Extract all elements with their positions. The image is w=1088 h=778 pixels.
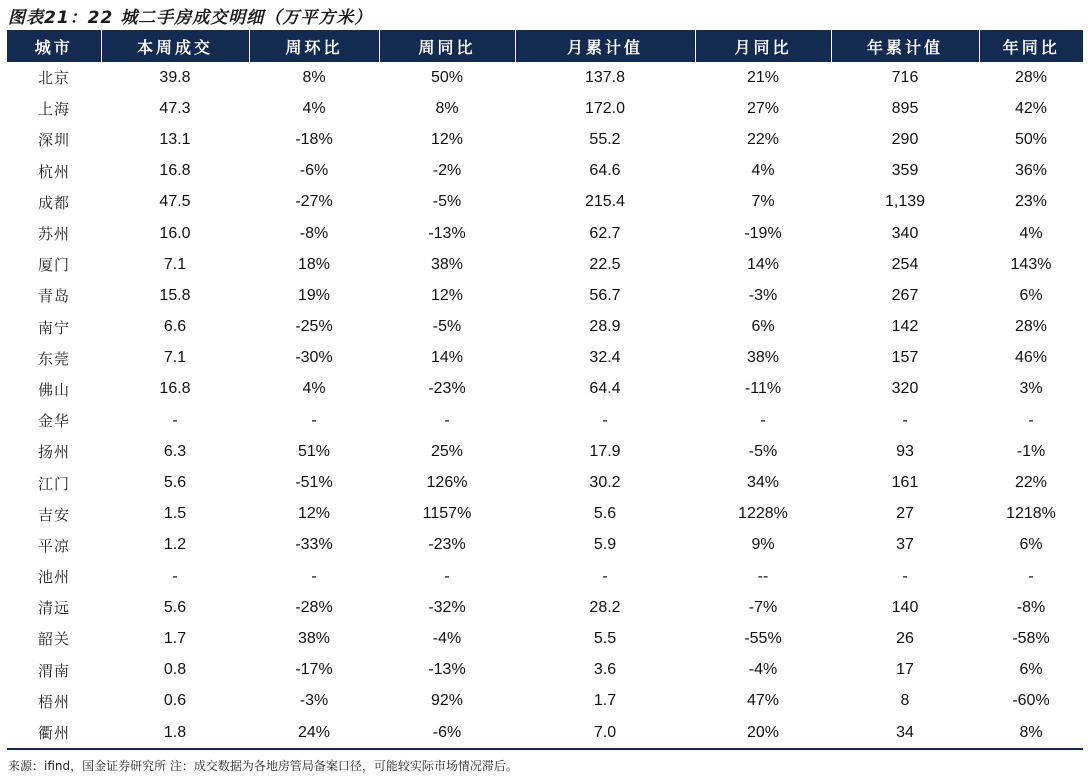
cell-weekly-volume: 1.2: [163, 536, 187, 554]
table-row: [7, 374, 1083, 405]
cell-weekly-volume: 0.8: [163, 661, 187, 679]
cell-month-yoy: 4%: [751, 162, 775, 180]
cell-wow: 18%: [297, 255, 331, 273]
cell-wow: 51%: [297, 442, 331, 460]
cell-yoy-week: 1157%: [422, 505, 472, 523]
cell-weekly-volume: 39.8: [159, 68, 191, 86]
cell-yoy-week: -13%: [428, 661, 466, 679]
cell-year-cumulative: -: [902, 567, 908, 585]
cell-month-cumulative: 7.0: [515, 717, 695, 749]
cell-weekly-volume: 1.8: [101, 717, 249, 749]
cell-year-yoy: 42%: [1014, 99, 1048, 117]
cell-yoy-week: -2%: [432, 162, 462, 180]
cell-yoy-week: 8%: [435, 99, 459, 117]
city-name-cell: 衢州: [7, 717, 101, 749]
cell-yoy-week: -: [444, 567, 450, 585]
city-name-cell: 平凉: [37, 536, 70, 555]
cell-year-cumulative: 142: [891, 318, 919, 336]
cell-month-cumulative: 30.2: [589, 474, 621, 492]
cell-yoy-week: -23%: [428, 380, 466, 398]
cell-yoy-week: -32%: [428, 598, 466, 616]
column-header-month-yoy: 月同比: [695, 30, 831, 62]
cell-year-cumulative: 140: [891, 598, 919, 616]
table-row: [7, 561, 1083, 592]
cell-yoy-week: -6%: [379, 717, 515, 749]
cell-weekly-volume: 13.1: [159, 130, 191, 148]
cell-month-cumulative: 215.4: [584, 193, 626, 211]
cell-year-cumulative: 267: [891, 286, 919, 304]
cell-wow: 8%: [302, 68, 326, 86]
column-header-yoy-week: 周同比: [379, 30, 515, 62]
cell-month-yoy: 7%: [751, 193, 775, 211]
cell-year-yoy: 1218%: [1006, 505, 1056, 523]
cell-wow: 4%: [302, 99, 326, 117]
cell-yoy-week: 25%: [430, 442, 464, 460]
city-name-cell: 梧州: [37, 692, 70, 711]
cell-year-cumulative: 8: [900, 692, 910, 710]
cell-year-cumulative: 34: [831, 717, 979, 749]
cell-year-yoy: 3%: [1019, 380, 1043, 398]
table-row: [7, 343, 1083, 374]
cell-weekly-volume: 16.8: [159, 380, 191, 398]
cell-year-yoy: 8%: [979, 717, 1083, 749]
cell-year-yoy: 28%: [1014, 318, 1048, 336]
cell-month-yoy: -19%: [744, 224, 782, 242]
cell-month-yoy: -7%: [748, 598, 778, 616]
cell-yoy-week: 50%: [430, 68, 464, 86]
cell-year-yoy: 6%: [1019, 536, 1043, 554]
cell-wow: -18%: [295, 130, 333, 148]
cell-year-yoy: 23%: [1014, 193, 1048, 211]
table-row: [7, 249, 1083, 280]
table-row: [7, 62, 1083, 93]
city-name-cell: 深圳: [37, 131, 70, 150]
city-name-cell: 苏州: [37, 225, 70, 244]
cell-wow: -27%: [295, 193, 333, 211]
cell-month-yoy: 47%: [746, 692, 780, 710]
cell-month-yoy: 27%: [746, 99, 780, 117]
source-note: 来源：ifind，国金证券研究所 注：成交数据为各地房管局备案口径，可能较实际市场情况滞后。: [8, 759, 518, 773]
cell-weekly-volume: 5.6: [163, 598, 187, 616]
cell-year-yoy: -60%: [1012, 692, 1050, 710]
cell-month-yoy: -4%: [748, 661, 778, 679]
cell-month-cumulative: 5.6: [593, 505, 617, 523]
column-header-wow: 周环比: [249, 30, 379, 62]
cell-weekly-volume: 5.6: [163, 474, 187, 492]
cell-year-yoy: -8%: [1016, 598, 1046, 616]
header-row: [7, 30, 1083, 62]
cell-month-cumulative: 28.9: [589, 318, 621, 336]
table-row: [7, 467, 1083, 498]
column-header-city: 城市: [7, 30, 101, 62]
cell-weekly-volume: 15.8: [159, 286, 191, 304]
table-row: [7, 156, 1083, 187]
cell-year-cumulative: 37: [896, 536, 914, 554]
cell-yoy-week: -13%: [428, 224, 466, 242]
cell-wow: -6%: [299, 162, 329, 180]
cell-month-yoy: -5%: [748, 442, 778, 460]
city-name-cell: 金华: [37, 412, 70, 431]
city-name-cell: 北京: [37, 69, 70, 88]
table-row: [7, 124, 1083, 155]
cell-month-cumulative: -: [602, 567, 608, 585]
cell-month-cumulative: 5.9: [593, 536, 617, 554]
cell-wow: 19%: [297, 286, 331, 304]
table-row: [7, 187, 1083, 218]
cell-year-cumulative: 320: [891, 380, 919, 398]
cell-year-cumulative: -: [902, 411, 908, 429]
cell-month-yoy: -: [760, 411, 766, 429]
cell-year-yoy: 46%: [1014, 349, 1048, 367]
column-header-month-cumulative: 月累计值: [515, 30, 695, 62]
cell-month-yoy: 1228%: [738, 505, 788, 523]
cell-weekly-volume: 1.7: [163, 629, 187, 647]
cell-year-yoy: 22%: [1014, 474, 1048, 492]
cell-month-cumulative: 56.7: [589, 286, 621, 304]
cell-year-yoy: -: [1028, 567, 1034, 585]
cell-month-yoy: 9%: [751, 536, 775, 554]
cell-year-yoy: 6%: [1019, 286, 1043, 304]
cell-month-cumulative: 137.8: [584, 68, 626, 86]
cell-month-yoy: 38%: [746, 349, 780, 367]
cell-wow: -: [311, 567, 317, 585]
table-row: [7, 530, 1083, 561]
cell-month-yoy: 34%: [746, 474, 780, 492]
cell-year-yoy: 28%: [1014, 68, 1048, 86]
cell-month-yoy: 21%: [746, 68, 780, 86]
cell-wow: -25%: [295, 318, 333, 336]
cell-year-yoy: 36%: [1014, 162, 1048, 180]
city-name-cell: 青岛: [37, 287, 70, 306]
city-name-cell: 清远: [37, 599, 70, 618]
cell-year-yoy: 50%: [1014, 130, 1048, 148]
cell-month-cumulative: 32.4: [589, 349, 621, 367]
cell-year-yoy: 4%: [1019, 224, 1043, 242]
cell-month-cumulative: 22.5: [589, 255, 621, 273]
table-row: [7, 623, 1083, 654]
cell-month-yoy: 6%: [751, 318, 775, 336]
cell-year-yoy: 143%: [1010, 255, 1052, 273]
cell-weekly-volume: 1.5: [163, 505, 187, 523]
column-header-year-cumulative: 年累计值: [831, 30, 979, 62]
cell-month-cumulative: 17.9: [589, 442, 621, 460]
cell-year-cumulative: 161: [891, 474, 919, 492]
table-row: [7, 592, 1083, 623]
column-header-year-yoy: 年同比: [979, 30, 1083, 62]
cell-month-yoy: -11%: [744, 380, 782, 398]
city-name-cell: 南宁: [37, 318, 70, 337]
city-name-cell: 成都: [37, 193, 70, 212]
cell-yoy-week: -5%: [432, 193, 462, 211]
cell-year-yoy: -: [1028, 411, 1034, 429]
cell-year-cumulative: 716: [891, 68, 919, 86]
table-row: [7, 499, 1083, 530]
cell-wow: -28%: [295, 598, 333, 616]
cell-month-yoy: 14%: [746, 255, 780, 273]
cell-weekly-volume: 7.1: [163, 255, 187, 273]
cell-year-cumulative: 340: [891, 224, 919, 242]
table-row: [7, 655, 1083, 686]
cell-yoy-week: 12%: [430, 286, 464, 304]
cell-weekly-volume: 7.1: [163, 349, 187, 367]
cell-year-cumulative: 27: [896, 505, 914, 523]
cell-weekly-volume: 47.5: [159, 193, 191, 211]
cell-weekly-volume: 6.6: [163, 318, 187, 336]
cell-year-cumulative: 254: [891, 255, 919, 273]
cell-month-cumulative: 5.5: [593, 629, 617, 647]
cell-weekly-volume: 16.0: [159, 224, 191, 242]
cell-yoy-week: -: [444, 411, 450, 429]
cell-wow: -17%: [295, 661, 333, 679]
cell-year-cumulative: 290: [891, 130, 919, 148]
cell-month-cumulative: 3.6: [593, 661, 617, 679]
cell-weekly-volume: 16.8: [159, 162, 191, 180]
cell-yoy-week: 12%: [430, 130, 464, 148]
city-name-cell: 吉安: [37, 505, 70, 524]
cell-yoy-week: -4%: [432, 629, 462, 647]
cell-wow: 4%: [302, 380, 326, 398]
cell-month-cumulative: 172.0: [584, 99, 626, 117]
cell-month-yoy: -3%: [748, 286, 778, 304]
table-body: [7, 62, 1083, 749]
city-name-cell: 渭南: [37, 661, 70, 680]
cell-month-yoy: --: [757, 567, 769, 585]
cell-year-cumulative: 93: [896, 442, 914, 460]
table-row: [7, 280, 1083, 311]
table-row: [7, 686, 1083, 717]
cell-year-cumulative: 17: [896, 661, 914, 679]
city-name-cell: 韶关: [37, 630, 70, 649]
column-header-weekly-volume: 本周成交: [101, 30, 249, 62]
cell-weekly-volume: 47.3: [159, 99, 191, 117]
cell-month-yoy: -55%: [744, 629, 782, 647]
cell-year-yoy: -58%: [1012, 629, 1050, 647]
cell-year-cumulative: 895: [891, 99, 919, 117]
cell-yoy-week: 14%: [430, 349, 464, 367]
cell-yoy-week: -23%: [428, 536, 466, 554]
table-row: [7, 93, 1083, 124]
cell-wow: -30%: [295, 349, 333, 367]
cell-weekly-volume: -: [172, 411, 178, 429]
cell-month-cumulative: 64.4: [589, 380, 621, 398]
table-row: [7, 312, 1083, 343]
cell-month-cumulative: 1.7: [593, 692, 617, 710]
city-name-cell: 厦门: [37, 256, 70, 275]
cell-yoy-week: 92%: [430, 692, 464, 710]
cell-year-yoy: 6%: [1019, 661, 1043, 679]
table-row: [7, 436, 1083, 467]
cell-month-yoy: 22%: [746, 130, 780, 148]
cell-year-cumulative: 359: [891, 162, 919, 180]
city-name-cell: 东莞: [37, 349, 70, 368]
cell-weekly-volume: -: [172, 567, 178, 585]
cell-month-cumulative: 28.2: [589, 598, 621, 616]
city-name-cell: 杭州: [37, 162, 70, 181]
cell-month-cumulative: 62.7: [589, 224, 621, 242]
city-name-cell: 池州: [37, 568, 70, 587]
cell-yoy-week: 38%: [430, 255, 464, 273]
cell-yoy-week: -5%: [432, 318, 462, 336]
cell-wow: 38%: [297, 629, 331, 647]
cell-weekly-volume: 6.3: [163, 442, 187, 460]
cell-year-cumulative: 157: [891, 349, 919, 367]
cell-month-cumulative: 55.2: [589, 130, 621, 148]
cell-month-cumulative: 64.6: [589, 162, 621, 180]
city-name-cell: 扬州: [37, 443, 70, 462]
table-row: [7, 405, 1083, 436]
cell-month-yoy: 20%: [695, 717, 831, 749]
table-row: [7, 218, 1083, 249]
cell-wow: 12%: [297, 505, 331, 523]
cell-wow: -: [311, 411, 317, 429]
cell-wow: -3%: [299, 692, 329, 710]
cell-wow: 24%: [249, 717, 379, 749]
table-title: 图表21：22 城二手房成交明细（万平方米）: [8, 8, 373, 28]
cell-year-cumulative: 26: [896, 629, 914, 647]
cell-year-cumulative: 1,139: [884, 193, 926, 211]
cell-month-cumulative: -: [602, 411, 608, 429]
cell-wow: -51%: [295, 474, 333, 492]
cell-weekly-volume: 0.6: [163, 692, 187, 710]
cell-yoy-week: 126%: [426, 474, 468, 492]
cell-wow: -33%: [295, 536, 333, 554]
transaction-table: [7, 30, 1083, 750]
cell-wow: -8%: [299, 224, 329, 242]
table-row: [7, 717, 1083, 749]
city-name-cell: 佛山: [37, 380, 70, 399]
city-name-cell: 江门: [37, 474, 70, 493]
cell-year-yoy: -1%: [1016, 442, 1046, 460]
city-name-cell: 上海: [37, 100, 70, 119]
